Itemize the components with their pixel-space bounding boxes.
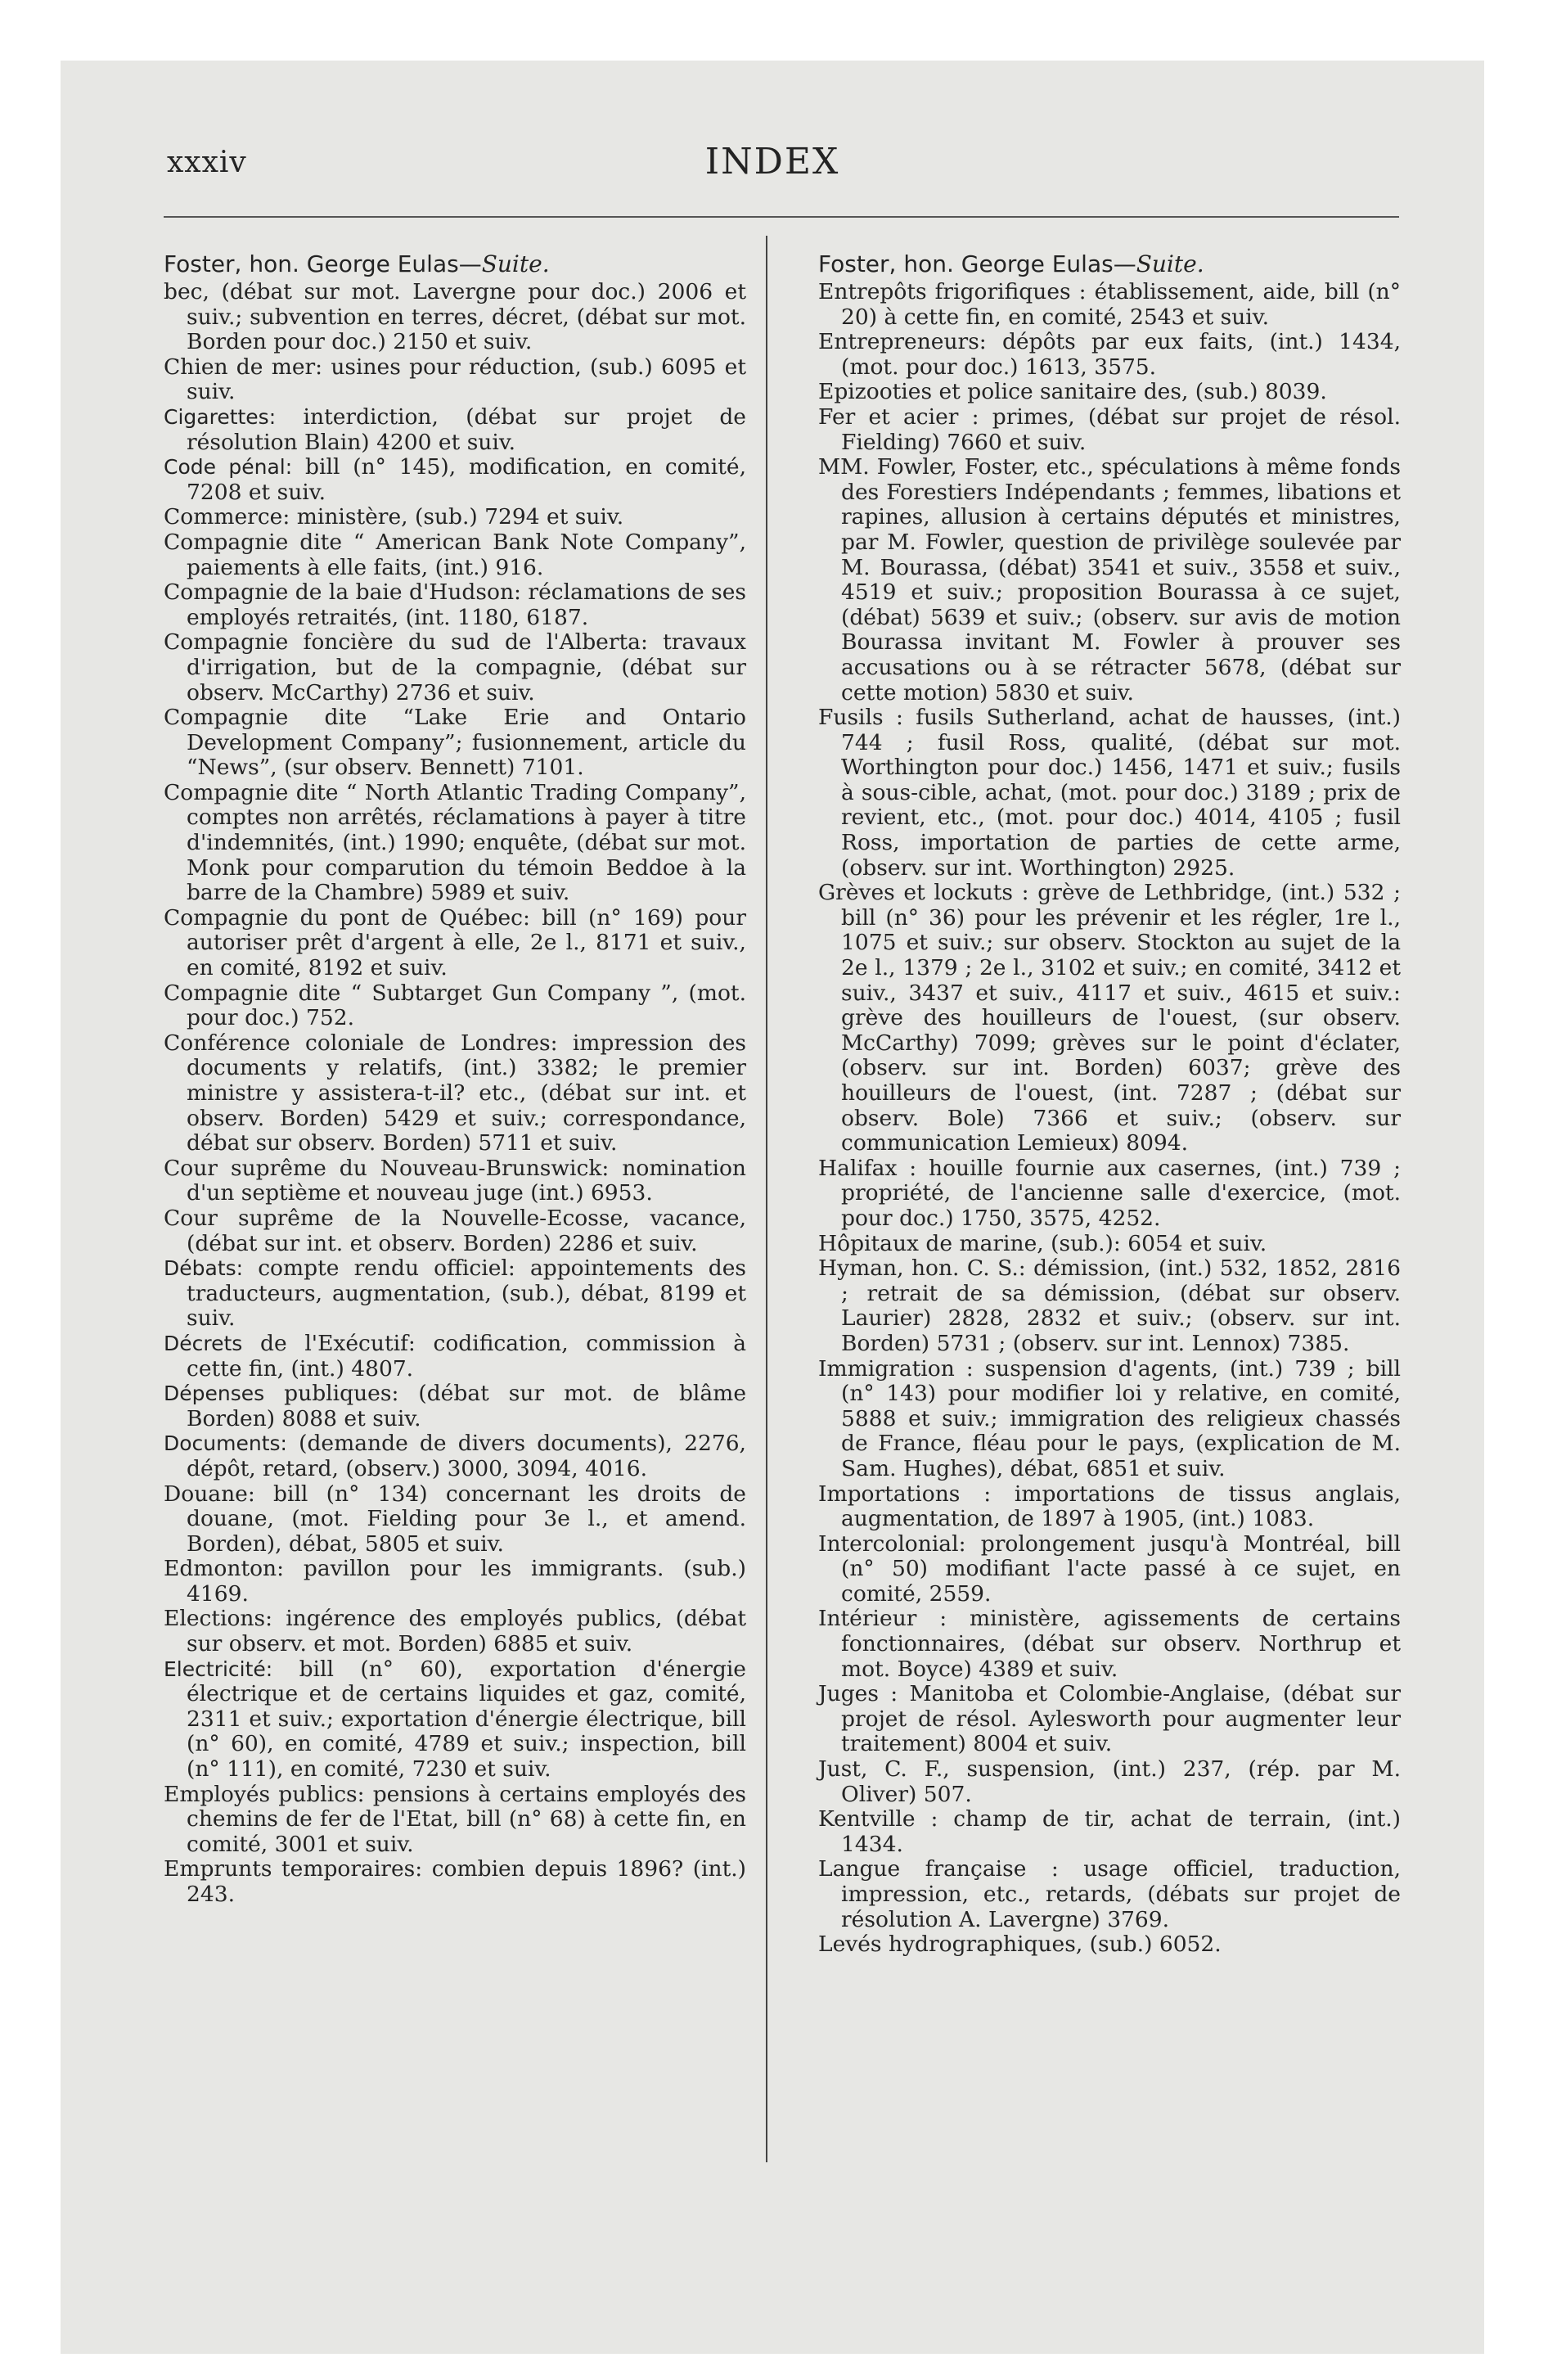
index-entry xyxy=(818,705,1401,881)
entry-text: bill (n° 145), modification, en comité, 7208 et suiv. xyxy=(187,454,746,505)
entry-text: Fusils : fusils Sutherland, achat de hausses, (int.) 744 ; fusil Ross, qualité, (débat sur mot. Worthington pour doc.) 1456, 1471 et suiv.; fusils à sous-cible, achat, (mot. pour doc.) 3189 ; prix de revient, etc., (mot. pour doc.) 4014, 4105 ; fusil Ross, importation de parties de cette arme, (observ. sur int. Worthington) 2925. xyxy=(818,705,1401,881)
heading-name: Foster, hon. George Eulas— xyxy=(164,250,482,277)
entry-text: Conférence coloniale de Londres: impression des documents y relatifs, (int.) 3382; le premier ministre y assistera-t-il? etc., (débat sur int. et observ. Borden) 5429 et suiv.; correspondance, débat sur observ. Borden) 5711 et suiv. xyxy=(164,1030,746,1156)
index-entry xyxy=(164,580,746,630)
page-number: xxxiv xyxy=(167,146,247,179)
index-entry xyxy=(818,330,1401,380)
entry-text: de l'Exécutif: codification, commission à cette fin, (int.) 4807. xyxy=(187,1330,746,1382)
entry-heading: Décrets xyxy=(164,1331,243,1355)
entry-text: Epizooties et police sanitaire des, (sub.) 8039. xyxy=(818,379,1327,405)
index-entry xyxy=(164,1557,746,1607)
index-entry xyxy=(164,1156,746,1206)
index-entry xyxy=(164,781,746,906)
index-entry xyxy=(164,1031,746,1156)
left-column xyxy=(164,250,746,1908)
right-column xyxy=(818,250,1401,1958)
index-entry xyxy=(818,1607,1401,1682)
index-entry xyxy=(164,1256,746,1332)
entry-heading: Code pénal: xyxy=(164,455,293,480)
running-head xyxy=(61,141,1484,195)
entry-text: interdiction, (débat sur projet de résolution Blain) 4200 et suiv. xyxy=(187,403,746,455)
entry-text: Edmonton: pavillon pour les immigrants. (sub.) 4169. xyxy=(164,1556,746,1607)
index-entry xyxy=(164,1783,746,1858)
entry-text: Douane: bill (n° 134) concernant les droits de douane, (mot. Fielding pour 3e l., et amend. Borden), débat, 5805 et suiv. xyxy=(164,1481,746,1557)
index-entry xyxy=(164,1857,746,1907)
entry-text: (demande de divers documents), 2276, dépôt, retard, (observ.) 3000, 3094, 4016. xyxy=(187,1431,746,1481)
index-entry xyxy=(164,505,746,530)
column-heading xyxy=(164,250,746,278)
entry-heading: Débats: xyxy=(164,1256,244,1281)
entry-text: Intercolonial: prolongement jusqu'à Montréal, bill (n° 50) modifiant l'acte passé à ce sujet, en comité, 2559. xyxy=(818,1530,1401,1607)
entry-text: Cour suprême de la Nouvelle-Ecosse, vacance, (débat sur int. et observ. Borden) 2286 et suiv. xyxy=(164,1205,746,1256)
entry-text: Kentville : champ de tir, achat de terrain, (int.) 1434. xyxy=(818,1806,1401,1857)
entry-text: Elections: ingérence des employés publics, (débat sur observ. et mot. Borden) 6885 et suiv. xyxy=(164,1606,746,1657)
header-rule xyxy=(164,216,1399,218)
index-entry xyxy=(818,1232,1401,1257)
index-entry xyxy=(164,1382,746,1431)
entry-text: Employés publics: pensions à certains employés des chemins de fer de l'Etat, bill (n° 68) à cette fin, en comité, 3001 et suiv. xyxy=(164,1781,746,1857)
entry-text: Entrepôts frigorifiques : établissement, aide, bill (n° 20) à cette fin, en comité, 2543 et suiv. xyxy=(818,279,1401,330)
index-entry xyxy=(164,1206,746,1256)
scanned-page xyxy=(61,61,1484,2354)
index-entry xyxy=(818,1357,1401,1482)
index-entry xyxy=(164,705,746,781)
index-entry xyxy=(818,1932,1401,1958)
index-entry xyxy=(818,1532,1401,1607)
entry-text: Intérieur : ministère, agissements de certains fonctionnaires, (débat sur observ. Northrup et mot. Boyce) 4389 et suiv. xyxy=(818,1606,1401,1682)
index-entry xyxy=(818,1807,1401,1857)
index-entry xyxy=(164,355,746,405)
entry-text: Langue française : usage officiel, traduction, impression, etc., retards, (débats sur projet de résolution A. Lavergne) 3769. xyxy=(818,1856,1401,1932)
index-entry xyxy=(164,1431,746,1481)
entry-text: Immigration : suspension d'agents, (int.) 739 ; bill (n° 143) pour modifier loi y relative, en comité, 5888 et suiv.; immigration des religieux chassés de France, fléau pour le pays, (explication de M. Sam. Hughes), débat, 6851 et suiv. xyxy=(818,1355,1401,1481)
entry-text: Compagnie dite “Lake Erie and Ontario Development Company”; fusionnement, article du “News”, (sur observ. Bennett) 7101. xyxy=(164,705,746,781)
entry-text: publiques: (débat sur mot. de blâme Borden) 8088 et suiv. xyxy=(187,1381,746,1431)
entry-text: Emprunts temporaires: combien depuis 1896? (int.) 243. xyxy=(164,1856,746,1907)
entry-text: Compagnie dite “ Subtarget Gun Company ”, (mot. pour doc.) 752. xyxy=(164,980,746,1031)
entry-text: Hyman, hon. C. S.: démission, (int.) 532, 1852, 2816 ; retrait de sa démission, (débat sur observ. Laurier) 2828, 2832 et suiv.; (observ. sur int. Borden) 5731 ; (observ. sur int. Lennox) 7385. xyxy=(818,1255,1401,1356)
index-entry xyxy=(164,530,746,580)
entry-text: Compagnie dite “ North Atlantic Trading Company”, comptes non arrêtés, réclamations à payer à titre d'indemnités, (int.) 1990; enquête, (débat sur mot. Monk pour comparution du témoin Beddoe à la barre de la Chambre) 5989 et suiv. xyxy=(164,779,746,906)
index-entry xyxy=(164,981,746,1031)
heading-name: Foster, hon. George Eulas— xyxy=(818,250,1136,277)
index-entry xyxy=(164,405,746,455)
entry-text: MM. Fowler, Foster, etc., spéculations à même fonds des Forestiers Indépendants ; femmes, libations et rapines, allusion à certains députés et ministres, par M. Fowler, question de privilège soulevée par M. Bourassa, (débat) 3541 et suiv., 3558 et suiv., 4519 et suiv.; proposition Bourassa à ce sujet, (débat) 5639 et suiv.; (observ. sur avis de motion Bourassa invitant M. Fowler à prouver ses accusations ou à se rétracter 5678, (débat sur cette motion) 5830 et suiv. xyxy=(818,454,1401,705)
index-entry xyxy=(818,1156,1401,1232)
index-entry xyxy=(818,380,1401,405)
entry-text: Grèves et lockuts : grève de Lethbridge, (int.) 532 ; bill (n° 36) pour les prévenir et les régler, 1re l., 1075 et suiv.; sur observ. Stockton au sujet de la 2e l., 1379 ; 2e l., 3102 et suiv.; en comité, 3412 et suiv., 3437 et suiv., 4117 et suiv., 4615 et suiv.: grève des houilleurs de l'ouest, (sur observ. McCarthy) 7099; grèves sur le point d'éclater, (observ. sur int. Borden) 6037; grève des houilleurs de l'ouest, (int. 7287 ; (débat sur observ. Bole) 7366 et suiv.; (observ. sur communication Lemieux) 8094. xyxy=(818,880,1401,1156)
page-title: INDEX xyxy=(704,141,840,183)
heading-suite: Suite. xyxy=(1136,250,1204,277)
index-entry xyxy=(164,630,746,705)
entry-text: Just, C. F., suspension, (int.) 237, (rép. par M. Oliver) 507. xyxy=(818,1756,1401,1807)
entry-text: Commerce: ministère, (sub.) 7294 et suiv. xyxy=(164,504,624,530)
entry-text: compte rendu officiel: appointements des traducteurs, augmentation, (sub.), débat, 8199 et suiv. xyxy=(187,1255,746,1332)
entry-text: Hôpitaux de marine, (sub.): 6054 et suiv. xyxy=(818,1230,1267,1256)
index-entry xyxy=(818,455,1401,705)
entry-text: Juges : Manitoba et Colombie-Anglaise, (débat sur projet de résol. Aylesworth pour augmenter leur traitement) 8004 et suiv. xyxy=(818,1681,1401,1757)
entry-text: Compagnie de la baie d'Hudson: réclamations de ses employés retraités, (int. 1180, 6187. xyxy=(164,579,746,630)
entry-text: Chien de mer: usines pour réduction, (sub.) 6095 et suiv. xyxy=(164,354,746,405)
entry-heading: Documents: xyxy=(164,1431,287,1456)
index-entry xyxy=(818,1857,1401,1932)
entry-text: bill (n° 60), exportation d'énergie électrique et de certains liquides et gaz, comité, 2311 et suiv.; exportation d'énergie électrique, bill (n° 60), en comité, 4789 et suiv.; inspection, bill (n° 111), en comité, 7230 et suiv. xyxy=(187,1656,746,1783)
entry-heading: Cigarettes: xyxy=(164,404,277,429)
entry-text: Compagnie du pont de Québec: bill (n° 169) pour autoriser prêt d'argent à elle, 2e l., 8171 et suiv., en comité, 8192 et suiv. xyxy=(164,904,746,981)
entry-text: Importations : importations de tissus anglais, augmentation, de 1897 à 1905, (int.) 1083. xyxy=(818,1481,1401,1532)
column-divider xyxy=(766,236,767,2162)
entry-list xyxy=(164,280,746,1908)
heading-suite: Suite. xyxy=(481,250,550,277)
entry-list xyxy=(818,280,1401,1958)
entry-text: Compagnie foncière du sud de l'Alberta: travaux d'irrigation, but de la compagnie, (débat sur observ. McCarthy) 2736 et suiv. xyxy=(164,629,746,705)
entry-text: Compagnie dite “ American Bank Note Company”, paiements à elle faits, (int.) 916. xyxy=(164,529,746,580)
index-entry xyxy=(818,1482,1401,1532)
entry-text: Cour suprême du Nouveau-Brunswick: nomination d'un septième et nouveau juge (int.) 6953. xyxy=(164,1155,746,1206)
entry-text: Halifax : houille fournie aux casernes, (int.) 739 ; propriété, de l'ancienne salle d'exercice, (mot. pour doc.) 1750, 3575, 4252. xyxy=(818,1155,1401,1231)
index-entry xyxy=(818,1256,1401,1356)
index-entry xyxy=(164,455,746,505)
index-entry xyxy=(818,1682,1401,1757)
entry-text: Fer et acier : primes, (débat sur projet de résol. Fielding) 7660 et suiv. xyxy=(818,403,1401,455)
entry-heading: Dépenses xyxy=(164,1382,265,1406)
index-entry xyxy=(818,280,1401,330)
index-entry xyxy=(164,1332,746,1382)
entry-text: Levés hydrographiques, (sub.) 6052. xyxy=(818,1931,1222,1958)
entry-heading: Electricité: xyxy=(164,1657,273,1681)
index-entry xyxy=(818,405,1401,455)
column-heading xyxy=(818,250,1401,278)
index-entry xyxy=(164,280,746,355)
entry-text: bec, (débat sur mot. Lavergne pour doc.) 2006 et suiv.; subvention en terres, décret, (débat sur mot. Borden pour doc.) 2150 et suiv. xyxy=(164,279,746,355)
index-entry xyxy=(164,906,746,981)
entry-text: Entrepreneurs: dépôts par eux faits, (int.) 1434, (mot. pour doc.) 1613, 3575. xyxy=(818,329,1401,380)
index-entry xyxy=(818,1757,1401,1807)
index-entry xyxy=(164,1482,746,1557)
index-entry xyxy=(818,881,1401,1156)
index-entry xyxy=(164,1657,746,1783)
index-entry xyxy=(164,1607,746,1657)
